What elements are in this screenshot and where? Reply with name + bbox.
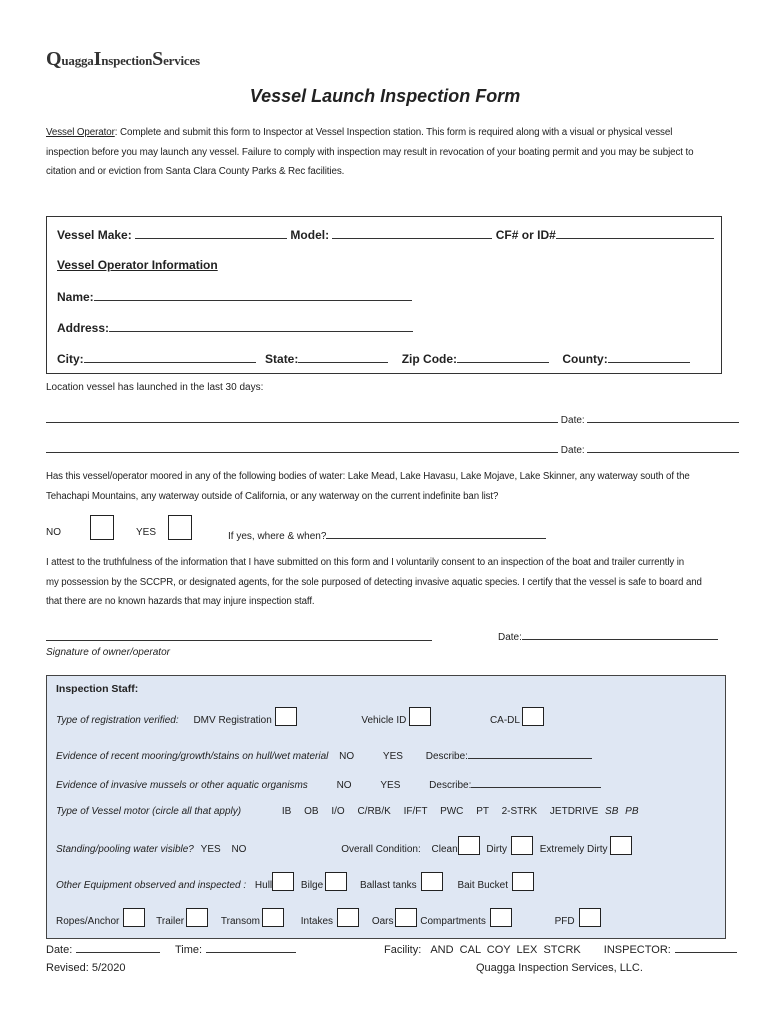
- zip-field[interactable]: [457, 351, 549, 363]
- extremely-dirty-checkbox[interactable]: [610, 836, 632, 855]
- address-field[interactable]: [109, 320, 413, 332]
- standing-water-row: Standing/pooling water visible? YES NO Overall Condition: Clean Dirty Extremely Dirty: [56, 836, 632, 855]
- equipment-row: Other Equipment observed and inspected : Hull Bilge Ballast tanks Bait Bucket: [56, 872, 534, 891]
- revised-date: Revised: 5/2020: [46, 962, 126, 974]
- signature-line[interactable]: [46, 628, 432, 646]
- motor-option[interactable]: OB: [304, 806, 319, 817]
- model-label: Model:: [290, 228, 330, 242]
- motor-option[interactable]: PB: [625, 806, 639, 817]
- location-date-label: Date:: [560, 445, 585, 456]
- city-field[interactable]: [84, 351, 256, 363]
- county-field[interactable]: [608, 351, 690, 363]
- vehicle-id-checkbox[interactable]: [409, 707, 431, 726]
- oars-checkbox[interactable]: [395, 908, 417, 927]
- motor-row: Type of Vessel motor (circle all that apply) IB OB I/O C/RB/K IF/FT PWC PT 2-STRK JETDRIVE SB PB: [56, 806, 639, 817]
- intro-paragraph: Vessel Operator: Complete and submit this form to Inspector at Vessel Inspection station. This form is required along with a visual or physical vessel inspection before you may launch any vessel. Failure to comply with inspection may result in revocation of your boating permit and you may be subject to citation and or eviction from Santa Clara County Parks & Rec facilities.: [46, 127, 694, 177]
- facility-options[interactable]: AND CAL COY LEX STCRK: [430, 944, 581, 956]
- mussels-row: Evidence of invasive mussels or other aquatic organisms NO YES Describe:: [56, 776, 601, 791]
- zip-label: Zip Code:: [401, 352, 458, 366]
- footer-facility-row: Facility: AND CAL COY LEX STCRK INSPECTOR:: [384, 941, 737, 956]
- cf-id-label: CF# or ID#: [495, 228, 556, 242]
- compartments-checkbox[interactable]: [490, 908, 512, 927]
- state-field[interactable]: [298, 351, 388, 363]
- hull-checkbox[interactable]: [272, 872, 294, 891]
- location-field[interactable]: [46, 411, 558, 423]
- state-label: State:: [265, 352, 299, 366]
- vessel-make-label: Vessel Make:: [57, 228, 132, 242]
- motor-option[interactable]: IB: [281, 806, 292, 817]
- motor-option[interactable]: SB: [605, 806, 619, 817]
- location-date-field[interactable]: [587, 411, 739, 423]
- operator-info-heading: Vessel Operator Information: [57, 258, 218, 272]
- moored-yes-checkbox[interactable]: [168, 515, 192, 540]
- footer-date-field[interactable]: [76, 941, 160, 953]
- mooring-row: Evidence of recent mooring/growth/stains on hull/wet material NO YES Describe:: [56, 747, 592, 762]
- bait-bucket-checkbox[interactable]: [512, 872, 534, 891]
- motor-option[interactable]: C/RB/K: [357, 806, 391, 817]
- bilge-checkbox[interactable]: [325, 872, 347, 891]
- motor-option[interactable]: JETDRIVE: [549, 806, 599, 817]
- location-date-label: Date:: [560, 415, 585, 426]
- vessel-info-box: [46, 216, 722, 374]
- ropes-anchor-checkbox[interactable]: [123, 908, 145, 927]
- company-logo: QuaggaInspectionServices: [46, 48, 200, 70]
- motor-option[interactable]: PT: [476, 806, 489, 817]
- vessel-operator-label: Vessel Operator: [46, 127, 115, 138]
- ballast-checkbox[interactable]: [421, 872, 443, 891]
- address-label: Address:: [57, 321, 110, 335]
- signature-caption: Signature of owner/operator: [46, 647, 170, 658]
- pfd-checkbox[interactable]: [579, 908, 601, 927]
- form-title: Vessel Launch Inspection Form: [249, 86, 521, 106]
- dirty-checkbox[interactable]: [511, 836, 533, 855]
- location-row: [46, 441, 739, 456]
- moored-question: Has this vessel/operator moored in any of the following bodies of water: Lake Mead, Lake Havasu, Lake Mojave, Lake Skinner, any waterway south of the Tehachapi Mountains, any waterway outside of California, or any waterway on the current indefinite ban list?: [46, 471, 690, 502]
- mooring-describe-field[interactable]: [468, 747, 592, 759]
- motor-option[interactable]: I/O: [331, 806, 345, 817]
- vessel-make-field[interactable]: [135, 227, 287, 239]
- inspection-staff-box: [46, 675, 726, 939]
- trailer-checkbox[interactable]: [186, 908, 208, 927]
- equipment-row-2: Ropes/Anchor Trailer Transom Intakes Oars Compartments PFD: [56, 908, 601, 927]
- transom-checkbox[interactable]: [262, 908, 284, 927]
- signature-date-field[interactable]: [522, 628, 718, 640]
- moored-yes-label: YES: [136, 527, 157, 538]
- mussels-describe-field[interactable]: [471, 776, 601, 788]
- cf-id-field[interactable]: [556, 227, 714, 239]
- county-label: County:: [562, 352, 608, 366]
- company-name: Quagga Inspection Services, LLC.: [476, 962, 643, 974]
- footer-date-row: Date:: [46, 941, 160, 956]
- model-field[interactable]: [332, 227, 492, 239]
- staff-heading: Inspection Staff:: [56, 683, 139, 695]
- moored-no-label: NO: [46, 527, 61, 538]
- footer-time-field[interactable]: [206, 941, 296, 953]
- moored-no-checkbox[interactable]: [90, 515, 114, 540]
- motor-option[interactable]: PWC: [440, 806, 464, 817]
- clean-checkbox[interactable]: [458, 836, 480, 855]
- ca-dl-checkbox[interactable]: [522, 707, 544, 726]
- motor-option[interactable]: IF/FT: [403, 806, 428, 817]
- registration-row: Type of registration verified: DMV Registration Vehicle ID CA-DL: [56, 707, 544, 726]
- name-label: Name:: [57, 290, 94, 304]
- footer-time-row: Time:: [175, 941, 296, 956]
- location-date-field[interactable]: [587, 441, 739, 453]
- attestation-paragraph: I attest to the truthfulness of the information that I have submitted on this form and I voluntarily consent to an inspection of the boat and trailer currently in my possession by the SCCPR, or designated agents, for the sole purposed of detecting invasive aquatic species. I certify that the vessel is safe to board and that there are no known hazards that may injure inspection staff.: [46, 557, 702, 607]
- location-field[interactable]: [46, 441, 558, 453]
- intakes-checkbox[interactable]: [337, 908, 359, 927]
- signature-date-row: Date:: [498, 628, 718, 643]
- city-label: City:: [57, 352, 84, 366]
- inspector-field[interactable]: [675, 941, 737, 953]
- if-yes-row: If yes, where & when?: [228, 527, 546, 542]
- location-label: Location vessel has launched in the last 30 days:: [46, 382, 264, 393]
- dmv-checkbox[interactable]: [275, 707, 297, 726]
- location-row: [46, 411, 739, 426]
- if-yes-field[interactable]: [326, 527, 546, 539]
- name-field[interactable]: [94, 289, 412, 301]
- motor-option[interactable]: 2-STRK: [501, 806, 538, 817]
